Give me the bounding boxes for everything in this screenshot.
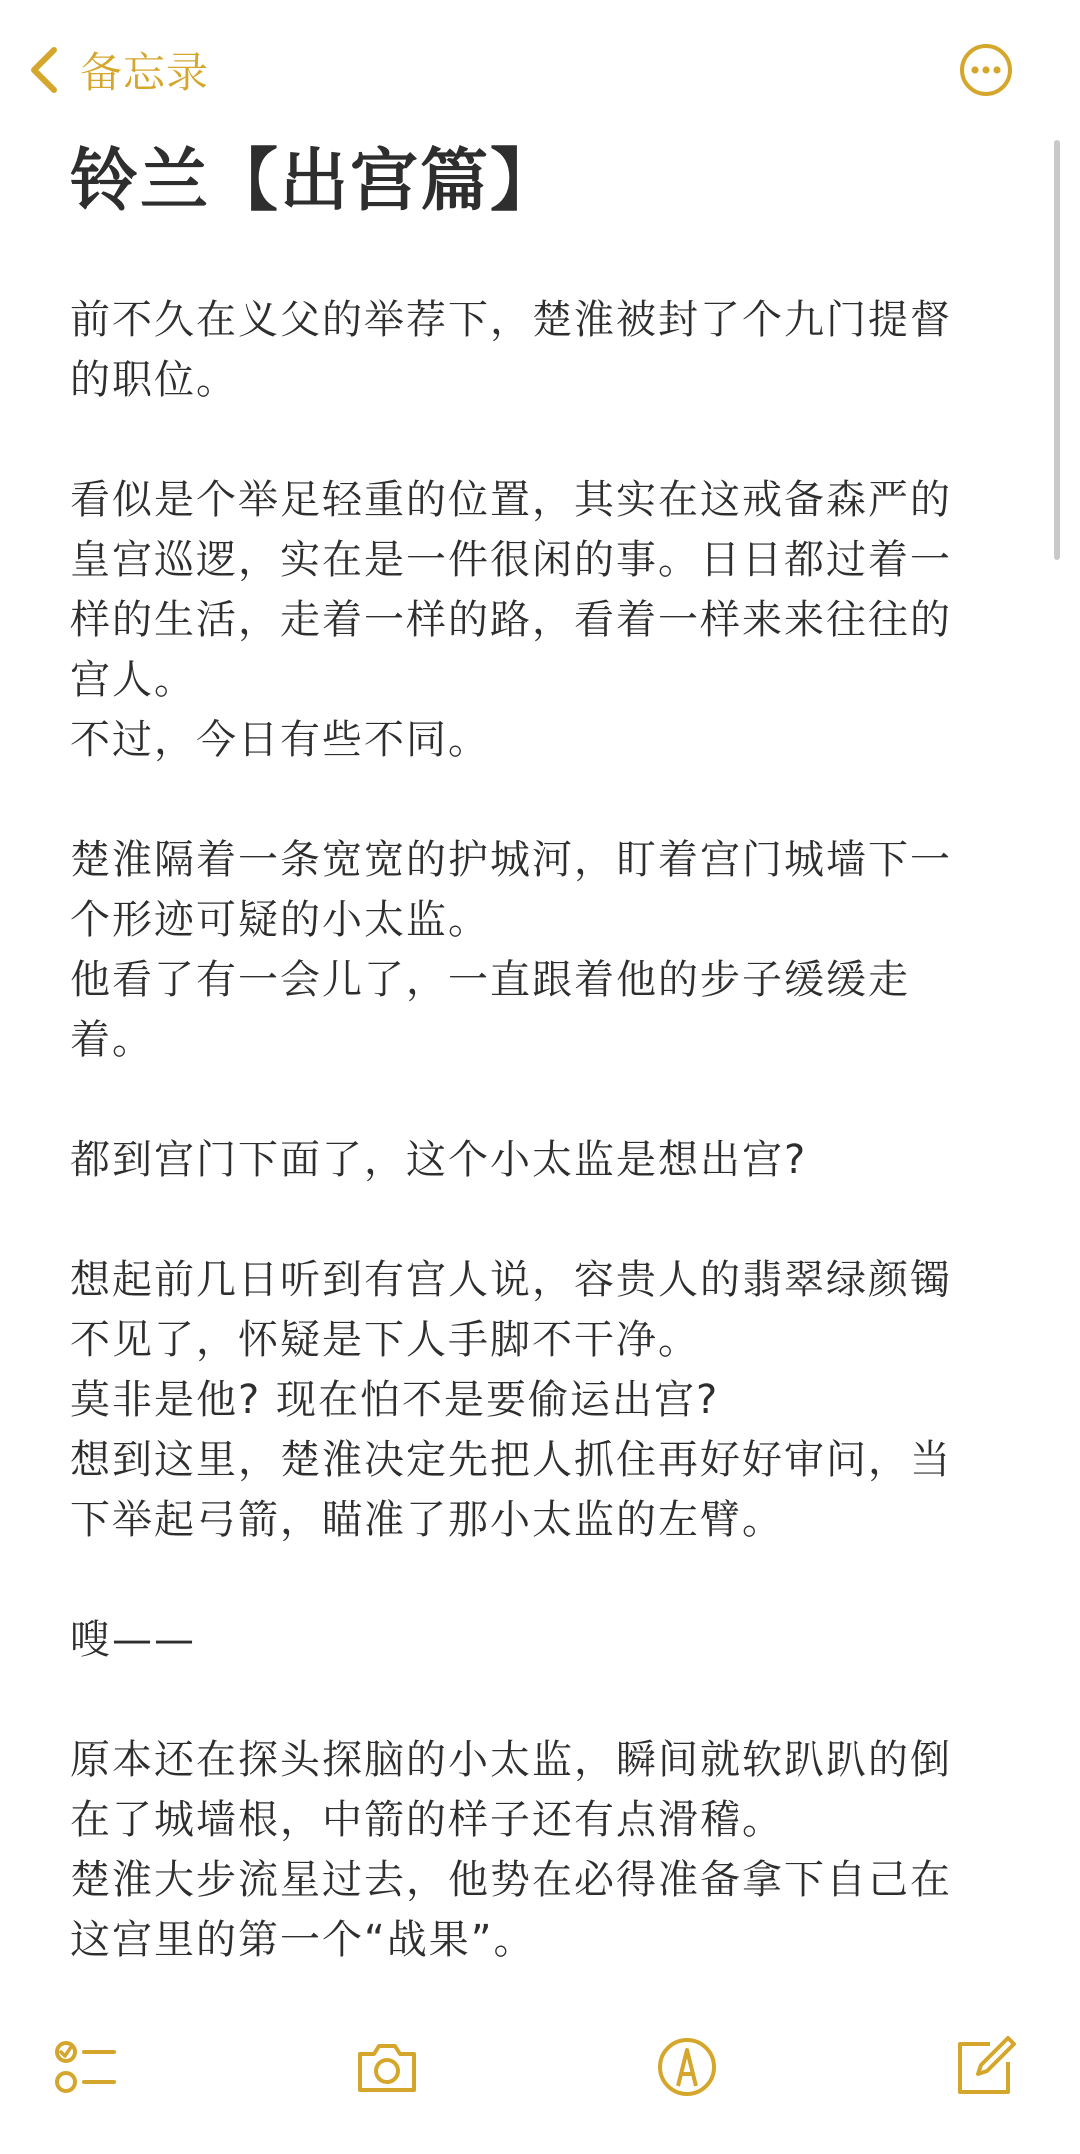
markup-pen-icon xyxy=(652,2032,722,2102)
note-body-line: 的职位。 xyxy=(70,357,238,403)
paragraph-spacer xyxy=(70,770,990,830)
markup-button[interactable] xyxy=(652,2032,722,2102)
note-title[interactable]: 铃兰【出宫篇】 xyxy=(70,142,561,221)
note-body-line: 原本还在探头探脑的小太监，瞬间就软趴趴的倒 xyxy=(70,1737,952,1783)
note-body-line: 都到宫门下面了，这个小太监是想出宫? xyxy=(70,1137,808,1183)
more-options-button[interactable] xyxy=(958,42,1014,98)
note-body-line: 这宫里的第一个“战果”。 xyxy=(70,1917,536,1963)
note-body-line: 想到这里，楚淮决定先把人抓住再好好审问，当 xyxy=(70,1437,952,1483)
camera-button[interactable] xyxy=(352,2032,422,2102)
note-body-line: 皇宫巡逻，实在是一件很闲的事。日日都过着一 xyxy=(70,537,952,583)
compose-button[interactable] xyxy=(950,2032,1020,2102)
back-label: 备忘录 xyxy=(80,48,210,97)
paragraph-spacer xyxy=(70,410,990,470)
note-body-line: 不过，今日有些不同。 xyxy=(70,717,490,763)
paragraph-spacer xyxy=(70,1550,990,1610)
note-body-line: 楚淮隔着一条宽宽的护城河，盯着宫门城墙下一 xyxy=(70,837,952,883)
camera-icon xyxy=(352,2032,422,2102)
note-body-line: 在了城墙根，中箭的样子还有点滑稽。 xyxy=(70,1797,784,1843)
note-body-line: 嗖—— xyxy=(70,1617,196,1663)
note-body-line: 看似是个举足轻重的位置，其实在这戒备森严的 xyxy=(70,477,952,523)
note-body-line: 不见了，怀疑是下人手脚不干净。 xyxy=(70,1317,700,1363)
back-button[interactable] xyxy=(26,38,209,102)
scroll-indicator[interactable] xyxy=(1054,140,1060,560)
note-body-line: 下举起弓箭，瞄准了那小太监的左臂。 xyxy=(70,1497,784,1543)
note-body-line: 他看了有一会儿了，一直跟着他的步子缓缓走 xyxy=(70,957,910,1003)
checklist-icon xyxy=(52,2032,122,2102)
note-body-line: 想起前几日听到有宫人说，容贵人的翡翠绿颜镯 xyxy=(70,1257,952,1303)
note-body-line: 前不久在义父的举荐下，楚淮被封了个九门提督 xyxy=(70,297,952,343)
paragraph-spacer xyxy=(70,1670,990,1730)
paragraph-spacer xyxy=(70,1190,990,1250)
chevron-left-icon xyxy=(26,44,62,96)
bottom-toolbar xyxy=(0,2004,1080,2154)
paragraph-spacer xyxy=(70,1070,990,1130)
compose-icon xyxy=(950,2032,1020,2102)
note-body[interactable] xyxy=(70,290,990,1970)
note-body-line: 个形迹可疑的小太监。 xyxy=(70,897,490,943)
note-body-line: 楚淮大步流星过去，他势在必得准备拿下自己在 xyxy=(70,1857,952,1903)
navigation-bar xyxy=(0,0,1080,140)
ellipsis-circle-icon xyxy=(958,42,1014,98)
note-body-line: 样的生活，走着一样的路，看着一样来来往往的 xyxy=(70,597,952,643)
note-body-line: 宫人。 xyxy=(70,657,196,703)
note-body-line: 莫非是他? 现在怕不是要偷运出宫? xyxy=(70,1377,720,1423)
note-body-line: 着。 xyxy=(70,1017,154,1063)
checklist-button[interactable] xyxy=(52,2032,122,2102)
